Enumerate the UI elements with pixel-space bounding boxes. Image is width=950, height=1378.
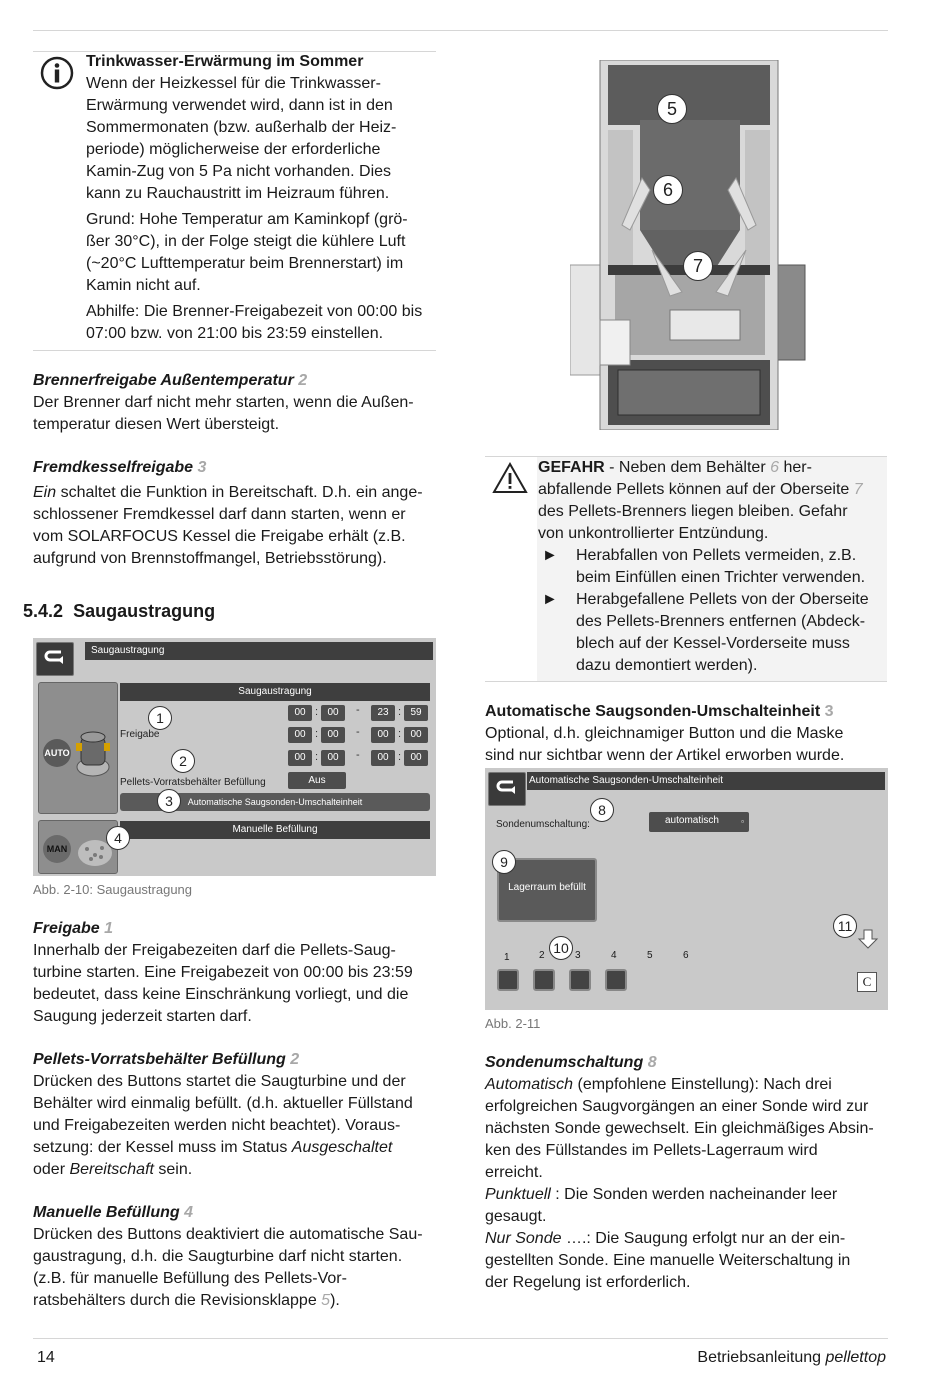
footer-divider <box>33 1338 888 1339</box>
manuelle-heading: Manuelle Befüllung <box>33 1204 180 1221</box>
probe-button-3[interactable] <box>569 969 591 991</box>
sondenumschaltung-section: Sondenumschaltung 8 Automatisch (empfohlene Einstellung): Nach drei erfolgreichen Saugvorgängen an einer Sonde wird zur nächsten Sonde gewechselt. Ein gleichmäßiges Absin- ken des Füllstandes im Pellets-Lagerraum wird erreicht. Punktuell : Die Sonden werden nacheinander leer gesaugt. Nur Sonde ….: Die Saugung erfolgt nur an der ein- gestellten Sonde. Eine manuelle Weiterschaltung in der Regelung ist erforderlich. <box>485 1054 874 1291</box>
dropdown-icon: ▫ <box>741 817 744 826</box>
fremdkessel-heading: Fremdkesselfreigabe <box>33 459 194 476</box>
time-colon: : <box>315 706 319 718</box>
danger-bottom-line <box>485 681 887 682</box>
time-start-min-1[interactable]: 00 <box>321 705 345 721</box>
callout-8: 8 <box>590 798 614 822</box>
callout-6: 6 <box>653 175 683 205</box>
saugaustragung-screen <box>33 638 436 876</box>
callout-4: 4 <box>106 826 130 850</box>
top-divider <box>33 30 888 31</box>
info-para1: Wenn der Heizkessel für die Trinkwasser- Erwärmung verwendet wird, dann ist in den Sommermonaten (bzw. außerhalb der Heiz- periode) möglicherweise der erforderliche Kamin-Zug von 5 Pa nicht vorhanden. Dies kann zu Rauchaustritt im Heizraum führen. <box>86 75 397 202</box>
figure-caption-1: Abb. 2-10: Saugaustragung <box>33 882 193 897</box>
page-number: 14 <box>37 1349 55 1366</box>
probe-number-5: 5 <box>647 950 653 961</box>
probe-button-1[interactable] <box>497 969 519 991</box>
footer-manual-title: Betriebsanleitung pellettop <box>697 1349 886 1366</box>
sondenumschaltung-label: Sondenumschaltung: <box>496 819 590 830</box>
sondenumschaltung-heading: Sondenumschaltung <box>485 1054 644 1071</box>
brennerfreigabe-section: Brennerfreigabe Außentemperatur 2 Der Brenner darf nicht mehr starten, wenn die Außen- temperatur diesen Wert übersteigt. <box>33 372 414 433</box>
time-end-hour-1[interactable]: 23 <box>371 705 395 721</box>
callout-11: 11 <box>833 914 857 938</box>
time-end-hour-3[interactable]: 00 <box>371 750 395 766</box>
time-dash: - <box>356 704 360 716</box>
umschalteinheit-screen <box>485 768 888 1010</box>
back-button[interactable] <box>36 642 74 676</box>
freigabe-section: Freigabe 1 Innerhalb der Freigabezeiten darf die Pellets-Saug- turbine starten. Eine Freigabezeit von 00:00 bis 23:59 bedeutet, dass keine Einschränkung vorliegt, und die Saugung jederzeit starten darf. <box>33 920 413 1025</box>
manual-mode-button[interactable] <box>38 820 118 874</box>
boiler-cross-section-image <box>570 60 810 430</box>
sondenumschaltung-select[interactable]: automatisch ▫ <box>649 812 749 832</box>
section-heading: 5.4.2 Saugaustragung <box>23 601 216 621</box>
brennerfreigabe-heading: Brennerfreigabe Außentemperatur <box>33 372 294 389</box>
umschalteinheit-button[interactable]: Automatische Saugsonden-Umschalteinheit <box>120 793 430 811</box>
info-title: Trinkwasser-Erwärmung im Sommer <box>86 53 364 70</box>
callout-3: 3 <box>157 789 181 813</box>
man-badge: MAN <box>43 835 71 863</box>
c-button[interactable]: C <box>857 972 877 992</box>
time-start-hour-3[interactable]: 00 <box>288 750 312 766</box>
warning-triangle-icon <box>492 462 528 494</box>
back-arrow-icon <box>37 643 73 675</box>
danger-bullet-2: ► Herabgefallene Pellets von der Oberseite des Pellets-Brenners entfernen (Abdeck- blech auf der Kessel-Vorderseite muss dazu demontiert werden). <box>538 589 888 677</box>
figure-caption-2: Abb. 2-11 <box>485 1016 541 1031</box>
probe-button-4[interactable] <box>605 969 627 991</box>
fremdkessel-section: Fremdkesselfreigabe 3 Ein schaltet die Funktion in Bereitschaft. D.h. ein ange- schlossener Fremdkessel darf dann starten, wenn er vom SOLARFOCUS Kessel die Freigabe erhält (z.B. aufgrund von Brennstoffmangel, Betriebsstörung). <box>33 459 423 567</box>
bullet-glyph: ► <box>542 591 558 608</box>
back-button[interactable] <box>488 772 526 806</box>
probe-number-3: 3 <box>575 950 581 961</box>
time-end-min-3[interactable]: 00 <box>404 750 428 766</box>
bullet-glyph: ► <box>542 547 558 564</box>
probe-number-1: 1 <box>504 952 510 963</box>
time-dash: - <box>356 749 360 761</box>
callout-9: 9 <box>492 850 516 874</box>
callout-7: 7 <box>683 251 713 281</box>
callout-5: 5 <box>657 94 687 124</box>
time-start-min-2[interactable]: 00 <box>321 727 345 743</box>
time-end-min-1[interactable]: 59 <box>404 705 428 721</box>
screen1-sub-bar: Saugaustragung <box>120 683 430 701</box>
manuelle-befuellung-bar[interactable]: Manuelle Befüllung <box>120 821 430 839</box>
scroll-down-icon[interactable] <box>857 928 879 950</box>
time-colon: : <box>315 728 319 740</box>
danger-bullet-1: ► Herabfallen von Pellets vermeiden, z.B. beim Einfüllen einen Trichter verwenden. <box>538 545 888 589</box>
probe-number-4: 4 <box>611 950 617 961</box>
auto-umschalt-heading: Automatische Saugsonden-Umschalteinheit <box>485 703 821 720</box>
time-end-min-2[interactable]: 00 <box>404 727 428 743</box>
time-colon: : <box>398 706 402 718</box>
info-para3: Abhilfe: Die Brenner-Freigabezeit von 00:00 bis 07:00 bzw. von 21:00 bis 23:59 einstellen. <box>86 303 423 342</box>
befuellung-label: Pellets-Vorratsbehälter Befüllung <box>120 777 266 788</box>
info-icon <box>40 56 74 90</box>
lagerraum-befuellt-button[interactable]: Lagerraum befüllt <box>497 858 597 922</box>
callout-1: 1 <box>148 706 172 730</box>
time-start-hour-1[interactable]: 00 <box>288 705 312 721</box>
time-start-hour-2[interactable]: 00 <box>288 727 312 743</box>
probe-number-6: 6 <box>683 950 689 961</box>
info-para2: Grund: Hohe Temperatur am Kaminkopf (grö- ßer 30°C), in der Folge steigt die kühlere Luft (~20°C Lufttemperatur beim Brennerstart) im Kamin nicht auf. <box>86 211 408 294</box>
danger-box: GEFAHR - Neben dem Behälter 6 her- abfallende Pellets können auf der Oberseite 7 des Pellets-Brenners liegen bleiben. Gefahr von unkontrollierter Entzündung. ► Herabfallen von Pellets vermeiden, z.B. beim Einfüllen einen Trichter verwenden. ► Herabgefallene Pellets von der Oberseite des Pellets-Brenners entfernen (Abdeck- blech auf der Kessel-Vorderseite muss dazu demontiert werden). <box>538 457 888 677</box>
aus-button[interactable]: Aus <box>288 772 346 789</box>
freigabe-heading: Freigabe <box>33 920 100 937</box>
probe-number-2: 2 <box>539 950 545 961</box>
manuelle-section: Manuelle Befüllung 4 Drücken des Buttons deaktiviert die automatische Sau- gaustragung, d.h. die Saugturbine darf nicht starten. (z.B. für manuelle Befüllung des Pellets-Vor- ratsbehälters durch die Revisionsklappe 5). <box>33 1204 423 1309</box>
time-colon: : <box>398 728 402 740</box>
callout-10: 10 <box>549 936 573 960</box>
time-end-hour-2[interactable]: 00 <box>371 727 395 743</box>
screen2-title-bar: Automatische Saugsonden-Umschalteinheit <box>527 772 885 790</box>
time-colon: : <box>398 751 402 763</box>
freigabe-label: Freigabe <box>120 729 160 740</box>
pellets-vorrat-heading: Pellets-Vorratsbehälter Befüllung <box>33 1051 286 1068</box>
info-box-bottom-line <box>33 350 436 351</box>
pellets-vorrat-section: Pellets-Vorratsbehälter Befüllung 2 Drücken des Buttons startet die Saugturbine und der Behälter wird einmalig befüllt. (d.h. aktueller Füllstand und Freigabezeiten werden nicht beachtet). Voraus- setzung: der Kessel muss im Status Ausgeschaltet oder Bereitschaft sein. <box>33 1051 413 1178</box>
time-colon: : <box>315 751 319 763</box>
back-arrow-icon <box>489 773 525 805</box>
info-box <box>86 51 441 345</box>
time-dash: - <box>356 726 360 738</box>
probe-button-2[interactable] <box>533 969 555 991</box>
auto-mode-button[interactable] <box>38 682 118 814</box>
time-start-min-3[interactable]: 00 <box>321 750 345 766</box>
auto-badge: AUTO <box>43 739 71 767</box>
suction-turbine-icon <box>73 723 113 779</box>
callout-2: 2 <box>171 749 195 773</box>
auto-umschalt-section: Automatische Saugsonden-Umschalteinheit 3 Optional, d.h. gleichnamiger Button und die Maske sind nur sichtbar wenn der Artikel erworben wurde. <box>485 703 845 764</box>
screen1-title-bar: Saugaustragung <box>85 642 433 660</box>
